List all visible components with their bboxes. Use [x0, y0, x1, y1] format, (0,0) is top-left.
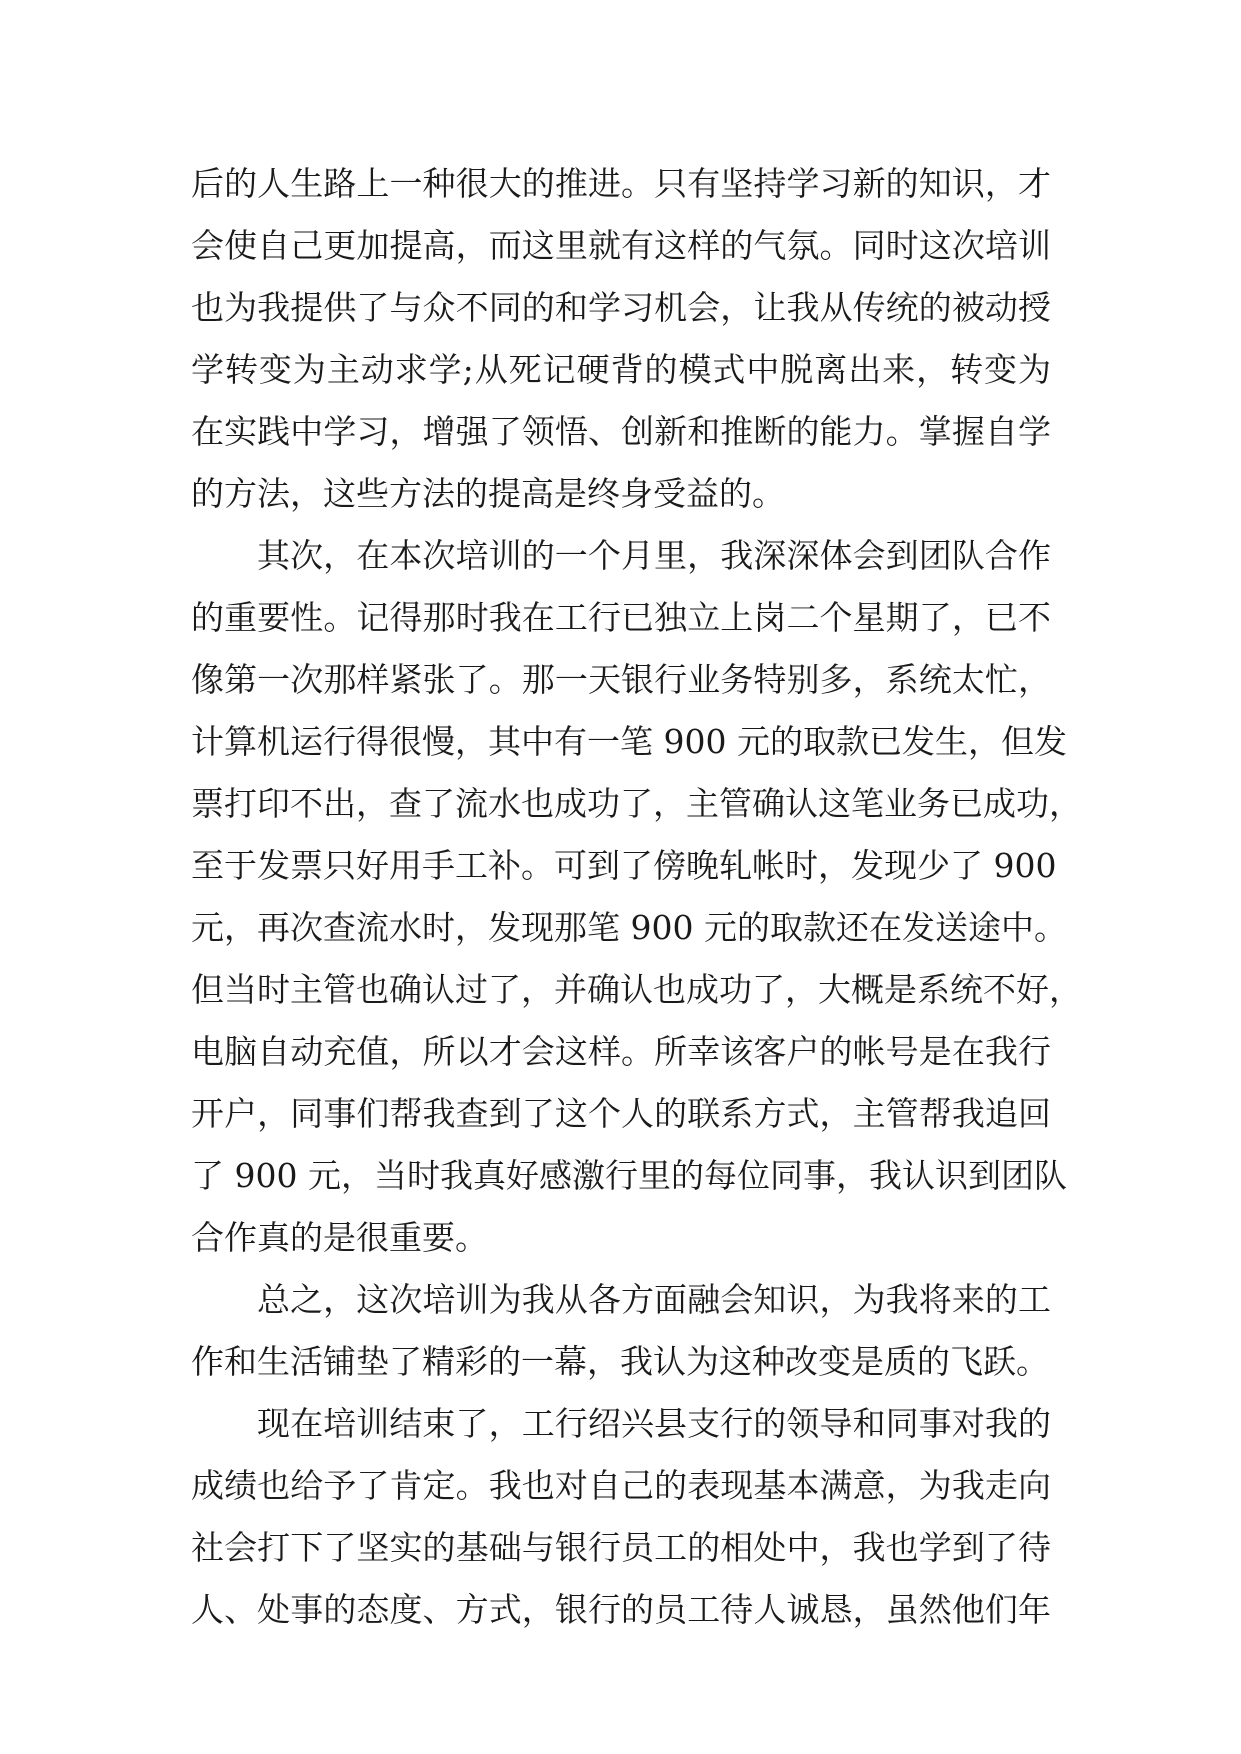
text-line: 但当时主管也确认过了，并确认也成功了，大概是系统不好，: [191, 970, 1082, 1009]
text-line: 了 900 元，当时我真好感激行里的每位同事，我认识到团队: [191, 1156, 1067, 1195]
text-line: 成绩也给予了肯定。我也对自己的表现基本满意，为我走向: [191, 1466, 1051, 1505]
text-line: 票打印不出，查了流水也成功了，主管确认这笔业务已成功，: [191, 784, 1082, 823]
text-line: 合作真的是很重要。: [191, 1218, 488, 1257]
document-page: [191, 153, 1082, 1641]
text-line: 的重要性。记得那时我在工行已独立上岗二个星期了，已不: [191, 598, 1051, 637]
text-line: 计算机运行得很慢，其中有一笔 900 元的取款已发生，但发: [191, 722, 1067, 761]
text-line: 其次，在本次培训的一个月里，我深深体会到团队合作: [257, 536, 1051, 575]
text-line: 会使自己更加提高，而这里就有这样的气氛。同时这次培训: [191, 226, 1051, 265]
text-line: 至于发票只好用手工补。可到了傍晚轧帐时，发现少了 900: [191, 846, 1057, 885]
body-text: [191, 153, 1082, 1641]
text-line: 的方法，这些方法的提高是终身受益的。: [191, 474, 785, 513]
text-line: 开户，同事们帮我查到了这个人的联系方式，主管帮我追回: [191, 1094, 1051, 1133]
text-line: 现在培训结束了，工行绍兴县支行的领导和同事对我的: [257, 1404, 1051, 1443]
text-line: 元，再次查流水时，发现那笔 900 元的取款还在发送途中。: [191, 908, 1067, 947]
text-line: 社会打下了坚实的基础与银行员工的相处中，我也学到了待: [191, 1528, 1051, 1567]
text-line: 也为我提供了与众不同的和学习机会，让我从传统的被动授: [191, 288, 1051, 327]
text-line: 人、处事的态度、方式，银行的员工待人诚恳，虽然他们年: [191, 1590, 1051, 1629]
text-line: 在实践中学习，增强了领悟、创新和推断的能力。掌握自学: [191, 412, 1051, 451]
text-line: 电脑自动充值，所以才会这样。所幸该客户的帐号是在我行: [191, 1032, 1051, 1071]
text-line: 学转变为主动求学;从死记硬背的模式中脱离出来，转变为: [191, 350, 1051, 389]
text-line: 后的人生路上一种很大的推进。只有坚持学习新的知识，才: [191, 164, 1051, 203]
text-line: 作和生活铺垫了精彩的一幕，我认为这种改变是质的飞跃。: [191, 1342, 1049, 1381]
text-line: 像第一次那样紧张了。那一天银行业务特别多，系统太忙，: [191, 660, 1051, 699]
text-line: 总之，这次培训为我从各方面融会知识，为我将来的工: [257, 1280, 1051, 1319]
